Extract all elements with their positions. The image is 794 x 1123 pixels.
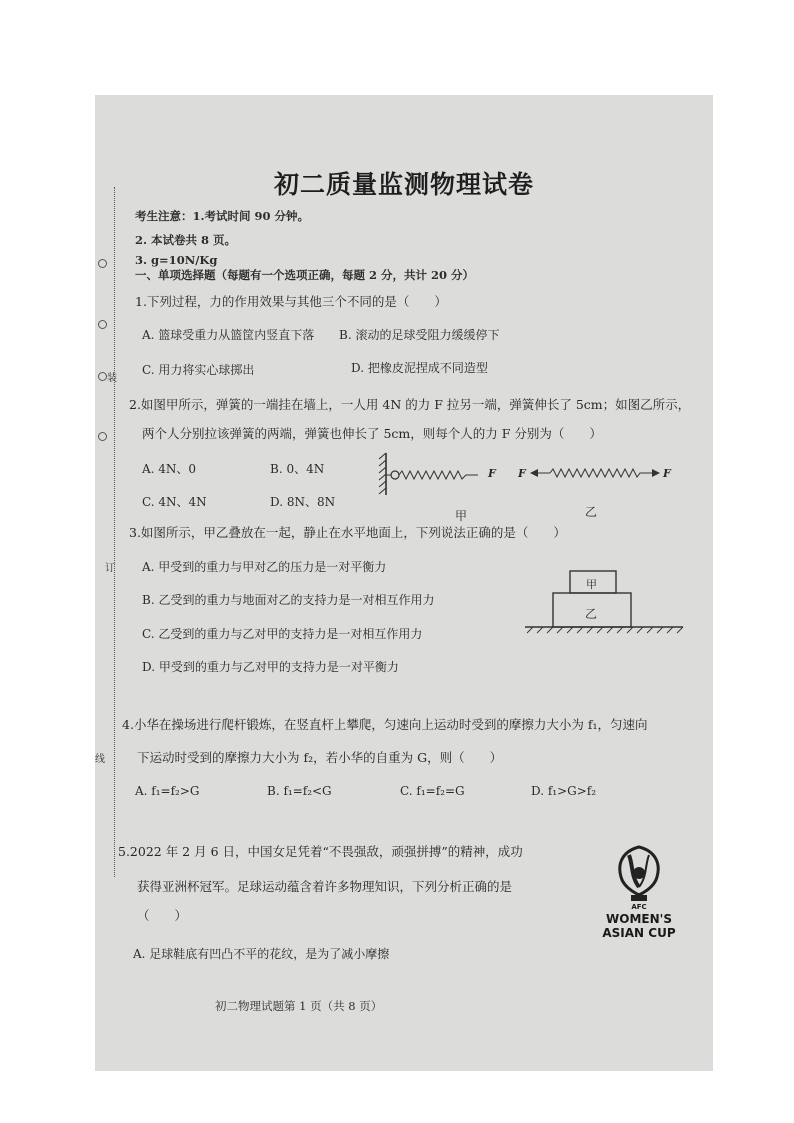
binding-hole	[98, 320, 107, 329]
logo-text-womens: WOMEN'S	[606, 912, 672, 926]
stacked-blocks-figure	[523, 569, 685, 641]
question-3-option-a: A. 甲受到的重力与甲对乙的压力是一对平衡力	[142, 560, 387, 574]
question-2-option-c: C. 4N、4N	[142, 495, 207, 509]
question-3-option-d: D. 甲受到的重力与乙对甲的支持力是一对平衡力	[142, 660, 399, 674]
logo-text-asian-cup: ASIAN CUP	[602, 926, 676, 940]
binding-hole	[98, 372, 107, 381]
question-4-option-c: C. f₁=f₂=G	[400, 784, 465, 798]
question-1-option-a: A. 篮球受重力从篮筐内竖直下落	[142, 328, 315, 342]
question-1-option-d: D. 把橡皮泥捏成不同造型	[351, 361, 488, 375]
question-5-stem-line3: （ ）	[137, 908, 188, 923]
question-2-option-b: B. 0、4N	[270, 462, 325, 476]
logo-text-afc: AFC	[631, 903, 647, 911]
binding-hole	[98, 259, 107, 268]
trophy-icon	[593, 843, 685, 903]
binding-mark-ding: 订	[105, 563, 115, 574]
note-3: 3. g=10N/Kg	[135, 253, 218, 267]
question-5-option-a: A. 足球鞋底有凹凸不平的花纹，是为了减小摩擦	[133, 947, 390, 961]
figure-label-yi: 乙	[585, 505, 598, 519]
question-4-option-a: A. f₁=f₂>G	[135, 784, 200, 798]
question-3-option-c: C. 乙受到的重力与乙对甲的支持力是一对相互作用力	[142, 627, 423, 641]
figure-label-jia: 甲	[455, 509, 468, 523]
binding-hole	[98, 432, 107, 441]
force-label-jia: F	[488, 467, 496, 480]
question-5-stem-line2: 获得亚洲杯冠军。足球运动蕴含着许多物理知识，下列分析正确的是	[137, 879, 513, 894]
question-4-option-b: B. f₁=f₂<G	[267, 784, 332, 798]
note-2: 2. 本试卷共 8 页。	[135, 233, 237, 247]
question-1-option-c: C. 用力将实心球掷出	[142, 363, 255, 377]
block-label-yi: 乙	[585, 607, 598, 621]
question-4-stem-line2: 下运动时受到的摩擦力大小为 f₂，若小华的自重为 G，则（ ）	[137, 750, 503, 765]
force-label-yi-right: F	[663, 467, 671, 480]
exam-title: 初二质量监测物理试卷	[273, 170, 534, 199]
note-1: 考生注意：1.考试时间 90 分钟。	[135, 209, 310, 223]
afc-womens-asian-cup-logo	[593, 843, 685, 953]
spring-figure-yi	[528, 465, 668, 481]
question-2-stem-line2: 两个人分别拉该弹簧的两端，弹簧也伸长了 5cm，则每个人的力 F 分别为（ ）	[142, 426, 602, 441]
question-4-stem-line1: 4.小华在操场进行爬杆锻炼，在竖直杆上攀爬，匀速向上运动时受到的摩擦力大小为 f₁，匀速向	[122, 717, 648, 732]
page-footer: 初二物理试题第 1 页（共 8 页）	[215, 999, 383, 1013]
question-5-stem-line1: 5.2022 年 2 月 6 日，中国女足凭着“不畏强敌，顽强拼搏”的精神，成功	[118, 844, 523, 859]
section-heading: 一、单项选择题（每题有一个选项正确，每题 2 分，共计 20 分）	[135, 268, 475, 282]
question-3-stem: 3.如图所示，甲乙叠放在一起，静止在水平地面上，下列说法正确的是（ ）	[129, 525, 566, 540]
spring-figure-jia	[378, 449, 504, 499]
block-label-jia: 甲	[586, 578, 597, 591]
question-2-option-a: A. 4N、0	[142, 462, 197, 476]
binding-mark-xian: 线	[95, 754, 105, 765]
binding-line	[114, 187, 115, 877]
binding-mark-zhuang: 装	[107, 373, 117, 384]
question-1-stem: 1.下列过程，力的作用效果与其他三个不同的是（ ）	[135, 294, 447, 309]
question-2-option-d: D. 8N、8N	[270, 495, 336, 509]
question-3-option-b: B. 乙受到的重力与地面对乙的支持力是一对相互作用力	[142, 593, 435, 607]
force-label-yi-left: F	[518, 467, 526, 480]
question-2-stem-line1: 2.如图甲所示，弹簧的一端挂在墙上，一人用 4N 的力 F 拉另一端，弹簧伸长了 5cm；如图乙所示，	[129, 397, 691, 412]
question-1-option-b: B. 滚动的足球受阻力缓缓停下	[339, 328, 500, 342]
exam-paper	[95, 95, 713, 1071]
question-4-option-d: D. f₁>G>f₂	[531, 784, 597, 798]
